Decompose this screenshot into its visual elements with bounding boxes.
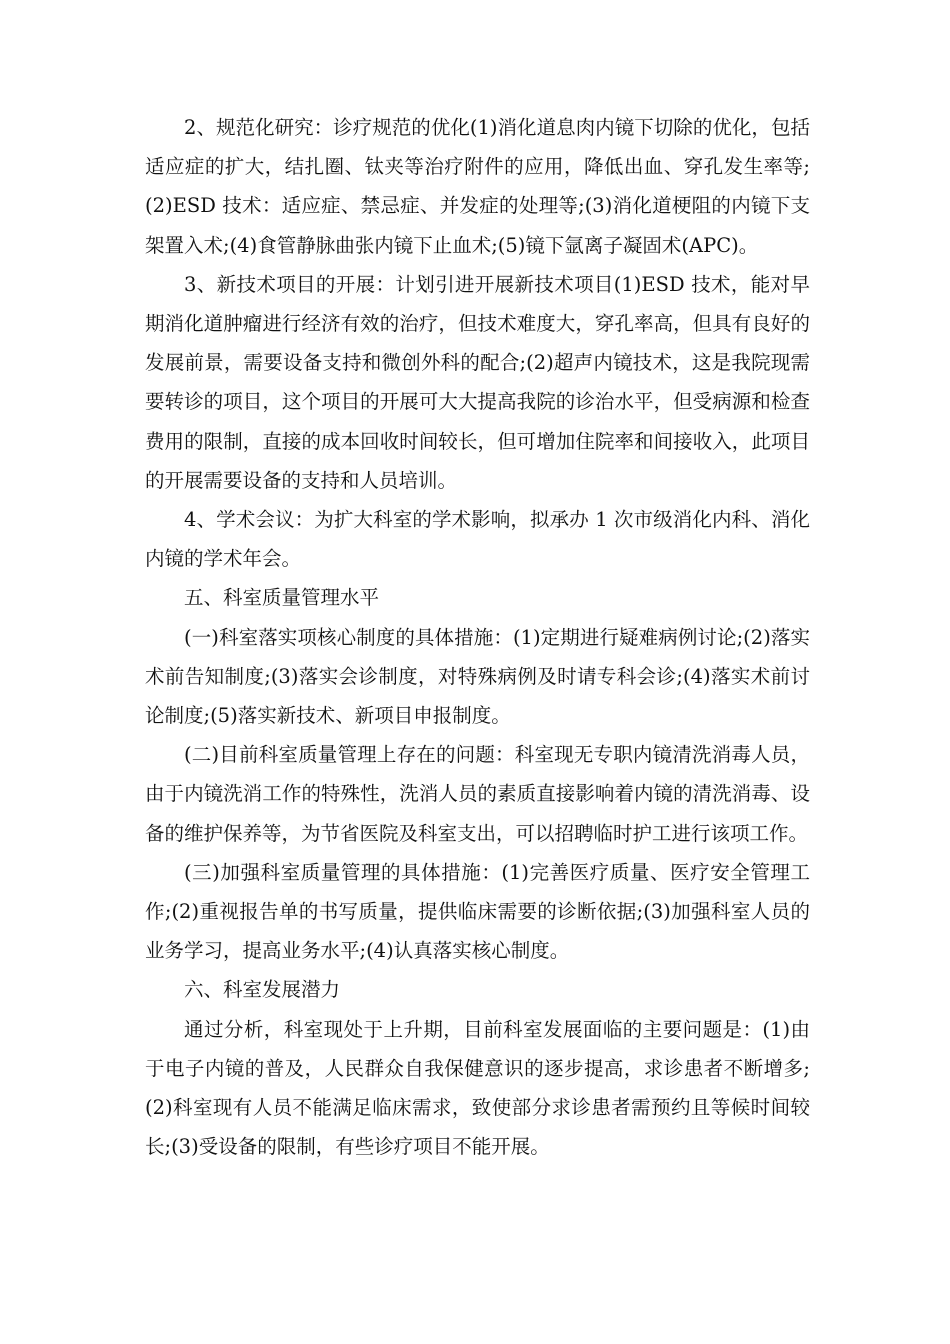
section-heading-quality-management: 五、科室质量管理水平 — [184, 586, 380, 610]
paragraph-development-analysis: 通过分析，科室现处于上升期，目前科室发展面临的主要问题是：(1)由于电子内镜的普及，人民群众自我保健意识的逐步提高，求诊患者不断增多;(2)科室现有人员不能满足临床需求，致使部分求诊患者需预约且等候时间较长;(3)受设备的限制，有些诊疗项目不能开展。 — [145, 1017, 810, 1159]
paragraph-quality-strengthening-measures: (三)加强科室质量管理的具体措施：(1)完善医疗质量、医疗安全管理工作;(2)重视报告单的书写质量，提供临床需要的诊断依据;(3)加强科室人员的业务学习，提高业务水平;(4)认真落实核心制度。 — [145, 860, 810, 963]
paragraph-quality-problems: (二)目前科室质量管理上存在的问题：科室现无专职内镜清洗消毒人员，由于内镜洗消工作的特殊性，洗消人员的素质直接影响着内镜的清洗消毒、设备的维护保养等，为节省医院及科室支出，可以招聘临时护工进行该项工作。 — [145, 743, 810, 845]
paragraph-core-system-measures: (一)科室落实项核心制度的具体措施：(1)定期进行疑难病例讨论;(2)落实术前告知制度;(3)落实会诊制度，对特殊病例及时请专科会诊;(4)落实术前讨论制度;(5)落实新技术、新项目申报制度。 — [145, 625, 810, 728]
paragraph-standardization-research: 2、规范化研究：诊疗规范的优化(1)消化道息肉内镜下切除的优化，包括适应症的扩大，结扎圈、钛夹等治疗附件的应用，降低出血、穿孔发生率等;(2)ESD 技术：适应症、禁忌症、并发症的处理等;(3)消化道梗阻的内镜下支架置入术;(4)食管静脉曲张内镜下止血术;(5)镜下氩离子凝固术(APC)。 — [145, 116, 810, 257]
paragraph-academic-conference: 4、学术会议：为扩大科室的学术影响，拟承办 1 次市级消化内科、消化内镜的学术年会。 — [145, 508, 810, 571]
paragraph-new-technology-projects: 3、新技术项目的开展：计划引进开展新技术项目(1)ESD 技术，能对早期消化道肿瘤进行经济有效的治疗，但技术难度大，穿孔率高，但具有良好的发展前景，需要设备支持和微创外科的配合;(2)超声内镜技术，这是我院现需要转诊的项目，这个项目的开展可大大提高我院的诊治水平，但受病源和检查费用的限制，直接的成本回收时间较长，但可增加住院率和间接收入，此项目的开展需要设备的支持和人员培训。 — [145, 272, 810, 492]
document-body — [145, 108, 810, 1166]
section-heading-development-potential: 六、科室发展潜力 — [184, 978, 341, 1002]
